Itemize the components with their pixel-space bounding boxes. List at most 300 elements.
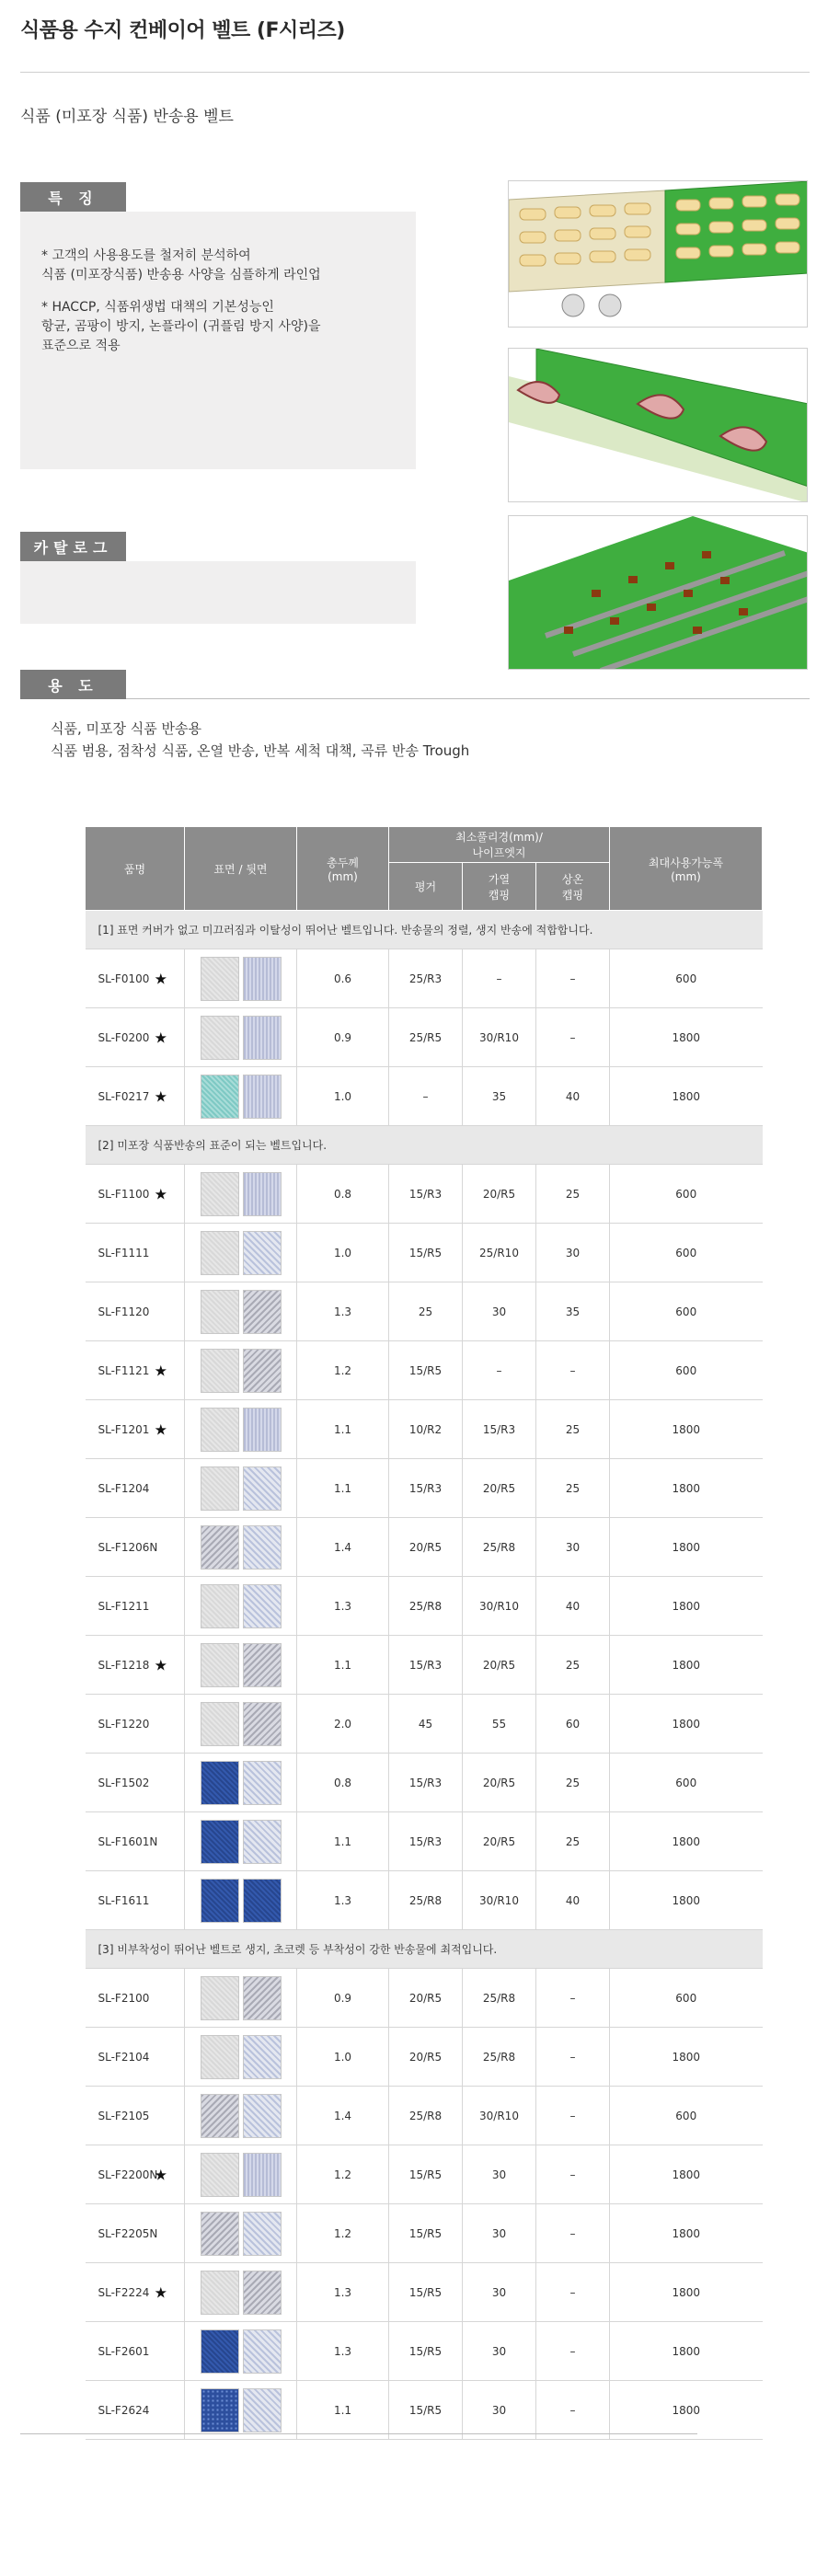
product-name-cell: [86, 2381, 185, 2440]
ambient-cell: 40: [536, 1577, 610, 1636]
flat-cell: 15/R5: [389, 2145, 463, 2204]
surface-cell: [185, 1871, 297, 1930]
star-icon: ★: [154, 970, 167, 987]
flat-cell: 10/R2: [389, 1400, 463, 1459]
table-row: [86, 1636, 763, 1695]
thickness-cell: 1.2: [297, 2145, 389, 2204]
max-width-cell: 1800: [610, 1695, 763, 1754]
back-swatch[interactable]: [243, 1584, 282, 1628]
table-row: [86, 1754, 763, 1812]
surface-cell: [185, 2028, 297, 2087]
product-name: SL-F1201: [98, 1422, 150, 1436]
product-name-cell: [86, 1008, 185, 1067]
thickness-cell: 1.1: [297, 1812, 389, 1871]
ambient-cell: 40: [536, 1871, 610, 1930]
back-swatch[interactable]: [243, 1408, 282, 1452]
group-row: [86, 1126, 763, 1165]
thickness-cell: 0.8: [297, 1754, 389, 1812]
flat-cell: 25/R8: [389, 1871, 463, 1930]
conveyor-rack-illustration: [508, 515, 808, 670]
star-icon: ★: [154, 1087, 167, 1105]
heated-cell: 30/R10: [463, 1008, 536, 1067]
max-width-cell: 600: [610, 1165, 763, 1224]
table-row: [86, 1341, 763, 1400]
surface-swatch[interactable]: [201, 1525, 239, 1570]
flat-cell: 20/R5: [389, 2028, 463, 2087]
product-name-cell: [86, 1754, 185, 1812]
flat-cell: 15/R5: [389, 2322, 463, 2381]
header-thickness: 총두께 (mm): [297, 827, 389, 911]
ambient-cell: 30: [536, 1224, 610, 1282]
surface-cell: [185, 1518, 297, 1577]
flat-cell: 15/R3: [389, 1459, 463, 1518]
heated-cell: 20/R5: [463, 1636, 536, 1695]
back-swatch[interactable]: [243, 2329, 282, 2374]
product-name-cell: [86, 1969, 185, 2028]
surface-swatch[interactable]: [201, 957, 239, 1001]
surface-cell: [185, 2087, 297, 2145]
table-row: [86, 1224, 763, 1282]
ambient-cell: –: [536, 949, 610, 1008]
product-name-cell: [86, 1165, 185, 1224]
product-name-cell: [86, 1400, 185, 1459]
product-name: SL-F0217: [98, 1089, 150, 1103]
product-name-cell: [86, 1224, 185, 1282]
table-row: [86, 1812, 763, 1871]
ambient-cell: 60: [536, 1695, 610, 1754]
surface-swatch[interactable]: [201, 1879, 239, 1923]
table-row: [86, 1165, 763, 1224]
product-name: SL-F1220: [98, 1717, 150, 1731]
product-name-cell: [86, 1341, 185, 1400]
heated-cell: 25/R10: [463, 1224, 536, 1282]
back-swatch[interactable]: [243, 1820, 282, 1864]
flat-cell: 15/R5: [389, 1341, 463, 1400]
thickness-cell: 1.2: [297, 1341, 389, 1400]
product-name: SL-F2205N: [98, 2226, 158, 2240]
back-swatch[interactable]: [243, 1231, 282, 1275]
ambient-cell: –: [536, 2028, 610, 2087]
ambient-cell: –: [536, 2381, 610, 2440]
flat-cell: 15/R3: [389, 1636, 463, 1695]
catalog-panel[interactable]: [20, 561, 416, 624]
surface-cell: [185, 1969, 297, 2028]
product-name-cell: [86, 2145, 185, 2204]
product-name: SL-F1121: [98, 1363, 150, 1377]
surface-cell: [185, 1224, 297, 1282]
flat-cell: 25/R8: [389, 1577, 463, 1636]
surface-swatch[interactable]: [201, 2329, 239, 2374]
surface-swatch[interactable]: [201, 1761, 239, 1805]
max-width-cell: 1800: [610, 2381, 763, 2440]
flat-cell: 15/R3: [389, 1812, 463, 1871]
header-surface: 표면 / 뒷면: [185, 827, 297, 911]
surface-swatch[interactable]: [201, 1702, 239, 1746]
surface-swatch[interactable]: [201, 1820, 239, 1864]
product-name: SL-F2100: [98, 1991, 150, 2005]
heated-cell: –: [463, 949, 536, 1008]
thickness-cell: 1.1: [297, 1459, 389, 1518]
surface-cell: [185, 2204, 297, 2263]
surface-swatch[interactable]: [201, 1290, 239, 1334]
product-name-cell: [86, 1282, 185, 1341]
max-width-cell: 1800: [610, 1459, 763, 1518]
surface-cell: [185, 1577, 297, 1636]
heated-cell: 20/R5: [463, 1459, 536, 1518]
heated-cell: 30: [463, 2204, 536, 2263]
ambient-cell: –: [536, 2087, 610, 2145]
star-icon: ★: [154, 1656, 167, 1673]
heated-cell: 20/R5: [463, 1165, 536, 1224]
max-width-cell: 600: [610, 1282, 763, 1341]
product-name: SL-F1120: [98, 1305, 150, 1318]
features-list: [41, 247, 409, 369]
surface-cell: [185, 1282, 297, 1341]
star-icon: ★: [154, 1362, 167, 1379]
surface-swatch[interactable]: [201, 1408, 239, 1452]
product-name: SL-F1502: [98, 1776, 150, 1789]
surface-cell: [185, 1636, 297, 1695]
feature-item: * 고객의 사용용도를 철저히 분석하여 식품 (미포장식품) 반송용 사양을 심플하게 라인업: [41, 248, 321, 282]
heated-cell: 30: [463, 2381, 536, 2440]
heated-cell: 20/R5: [463, 1754, 536, 1812]
table-row: [86, 949, 763, 1008]
ambient-cell: 35: [536, 1282, 610, 1341]
product-name-cell: [86, 2028, 185, 2087]
ambient-cell: –: [536, 2263, 610, 2322]
surface-swatch[interactable]: [201, 1231, 239, 1275]
max-width-cell: 600: [610, 2087, 763, 2145]
back-swatch[interactable]: [243, 2153, 282, 2197]
table-row: [86, 1518, 763, 1577]
thickness-cell: 2.0: [297, 1695, 389, 1754]
group-title: [1] 표면 커버가 없고 미끄러짐과 이탈성이 뛰어난 벨트입니다. 반송물의 정렬, 생지 반송에 적합합니다.: [86, 911, 763, 949]
star-icon: ★: [154, 1185, 167, 1202]
surface-cell: [185, 1754, 297, 1812]
max-width-cell: 1800: [610, 2145, 763, 2204]
back-swatch[interactable]: [243, 2271, 282, 2315]
thickness-cell: 1.0: [297, 1224, 389, 1282]
heated-cell: 30/R10: [463, 1871, 536, 1930]
ambient-cell: –: [536, 2204, 610, 2263]
max-width-cell: 1800: [610, 1067, 763, 1126]
back-swatch[interactable]: [243, 1172, 282, 1216]
surface-swatch[interactable]: [201, 2035, 239, 2079]
usage-line: 식품, 미포장 식품 반송용: [51, 720, 201, 737]
back-swatch[interactable]: [243, 1879, 282, 1923]
heated-cell: –: [463, 1341, 536, 1400]
back-swatch[interactable]: [243, 1976, 282, 2020]
thickness-cell: 1.3: [297, 1871, 389, 1930]
table-row: [86, 1459, 763, 1518]
header-ambient: 상온 캡핑: [536, 863, 610, 911]
thickness-cell: 1.3: [297, 1577, 389, 1636]
catalog-heading: 카탈로그: [20, 532, 126, 561]
max-width-cell: 1800: [610, 1008, 763, 1067]
flat-cell: 25/R3: [389, 949, 463, 1008]
ambient-cell: –: [536, 2145, 610, 2204]
thickness-cell: 0.6: [297, 949, 389, 1008]
thickness-cell: 1.1: [297, 1636, 389, 1695]
surface-swatch[interactable]: [201, 1075, 239, 1119]
surface-swatch[interactable]: [201, 1349, 239, 1393]
back-swatch[interactable]: [243, 1466, 282, 1511]
table-row: [86, 1008, 763, 1067]
max-width-cell: 1800: [610, 1812, 763, 1871]
ambient-cell: 25: [536, 1165, 610, 1224]
flat-cell: 25/R5: [389, 1008, 463, 1067]
product-name: SL-F1211: [98, 1599, 150, 1613]
table-row: [86, 1969, 763, 2028]
table-row: [86, 1282, 763, 1341]
back-swatch[interactable]: [243, 1702, 282, 1746]
table-row: [86, 2204, 763, 2263]
header-heated: 가열 캡핑: [463, 863, 536, 911]
usage-heading: 용 도: [20, 670, 126, 699]
product-name-cell: [86, 1812, 185, 1871]
ambient-cell: 25: [536, 1400, 610, 1459]
flat-cell: 20/R5: [389, 1518, 463, 1577]
star-icon: ★: [154, 1029, 167, 1046]
flat-cell: 20/R5: [389, 1969, 463, 2028]
product-name-cell: [86, 1459, 185, 1518]
max-width-cell: 600: [610, 1754, 763, 1812]
heated-cell: 35: [463, 1067, 536, 1126]
surface-swatch[interactable]: [201, 2094, 239, 2138]
surface-swatch[interactable]: [201, 2271, 239, 2315]
product-name: SL-F2601: [98, 2344, 150, 2358]
ambient-cell: 30: [536, 1518, 610, 1577]
heated-cell: 55: [463, 1695, 536, 1754]
surface-cell: [185, 1459, 297, 1518]
back-swatch[interactable]: [243, 1349, 282, 1393]
flat-cell: 15/R3: [389, 1754, 463, 1812]
feature-item: * HACCP, 식품위생법 대책의 기본성능인 항균, 곰팡이 방지, 논플라이 (귀플림 방지 사양)을 표준으로 적용: [41, 300, 321, 353]
product-name-cell: [86, 2087, 185, 2145]
surface-swatch[interactable]: [201, 2153, 239, 2197]
surface-cell: [185, 2381, 297, 2440]
thickness-cell: 1.0: [297, 2028, 389, 2087]
table-row: [86, 1871, 763, 1930]
conveyor-bread-illustration: [508, 180, 808, 328]
back-swatch[interactable]: [243, 1075, 282, 1119]
ambient-cell: 25: [536, 1812, 610, 1871]
spec-table-body: [86, 911, 763, 2440]
heated-cell: 20/R5: [463, 1812, 536, 1871]
group-row: [86, 911, 763, 949]
heated-cell: 25/R8: [463, 1969, 536, 2028]
heated-cell: 15/R3: [463, 1400, 536, 1459]
flat-cell: –: [389, 1067, 463, 1126]
product-name: SL-F1206N: [98, 1540, 158, 1554]
product-name-cell: [86, 2204, 185, 2263]
heated-cell: 30: [463, 2322, 536, 2381]
heated-cell: 30/R10: [463, 2087, 536, 2145]
back-swatch[interactable]: [243, 2035, 282, 2079]
group-title: [2] 미포장 식품반송의 표준이 되는 벨트입니다.: [86, 1126, 763, 1165]
surface-cell: [185, 1812, 297, 1871]
product-name-cell: [86, 1067, 185, 1126]
features-heading: 특 징: [20, 182, 126, 212]
spec-table: [85, 826, 763, 2440]
table-row: [86, 1400, 763, 1459]
thickness-cell: 1.1: [297, 2381, 389, 2440]
product-name-cell: [86, 1695, 185, 1754]
surface-cell: [185, 1400, 297, 1459]
header-name: 품명: [86, 827, 185, 911]
product-name-cell: [86, 2263, 185, 2322]
surface-cell: [185, 949, 297, 1008]
max-width-cell: 1800: [610, 2263, 763, 2322]
ambient-cell: –: [536, 2322, 610, 2381]
surface-swatch[interactable]: [201, 2212, 239, 2256]
back-swatch[interactable]: [243, 1016, 282, 1060]
max-width-cell: 1800: [610, 2322, 763, 2381]
back-swatch[interactable]: [243, 2094, 282, 2138]
conveyor-meat-illustration: [508, 348, 808, 502]
heated-cell: 30: [463, 1282, 536, 1341]
product-name: SL-F0100: [98, 972, 150, 985]
product-name-cell: [86, 949, 185, 1008]
max-width-cell: 600: [610, 1224, 763, 1282]
table-row: [86, 2028, 763, 2087]
ambient-cell: 40: [536, 1067, 610, 1126]
heated-cell: 30/R10: [463, 1577, 536, 1636]
thickness-cell: 1.4: [297, 2087, 389, 2145]
surface-swatch[interactable]: [201, 1976, 239, 2020]
thickness-cell: 0.9: [297, 1969, 389, 2028]
heated-cell: 30: [463, 2263, 536, 2322]
surface-swatch[interactable]: [201, 1643, 239, 1687]
surface-cell: [185, 2145, 297, 2204]
surface-cell: [185, 1341, 297, 1400]
product-name: SL-F2105: [98, 2109, 150, 2122]
product-name-cell: [86, 1636, 185, 1695]
star-icon: ★: [154, 2283, 167, 2301]
flat-cell: 15/R3: [389, 1165, 463, 1224]
back-swatch[interactable]: [243, 2212, 282, 2256]
page-subtitle: 식품 (미포장 식품) 반송용 벨트: [20, 108, 234, 126]
surface-cell: [185, 2322, 297, 2381]
product-name: SL-F1218: [98, 1658, 150, 1672]
product-name-cell: [86, 1518, 185, 1577]
header-max-width: 최대사용가능폭 (mm): [610, 827, 763, 911]
bottom-divider: [20, 2433, 697, 2434]
table-row: [86, 2322, 763, 2381]
usage-list: [51, 718, 469, 762]
table-row: [86, 2087, 763, 2145]
thickness-cell: 0.8: [297, 1165, 389, 1224]
surface-cell: [185, 1067, 297, 1126]
back-swatch[interactable]: [243, 1525, 282, 1570]
max-width-cell: 1800: [610, 1871, 763, 1930]
usage-line: 식품 범용, 점착성 식품, 온열 반송, 반복 세척 대책, 곡류 반송 Trough: [51, 742, 470, 759]
product-name: SL-F1611: [98, 1893, 150, 1907]
page-title: 식품용 수지 컨베이어 벨트 (F시리즈): [20, 19, 345, 42]
product-name-cell: [86, 2322, 185, 2381]
surface-swatch[interactable]: [201, 1584, 239, 1628]
product-name-cell: [86, 1577, 185, 1636]
product-name: SL-F2624: [98, 2403, 150, 2417]
product-name: SL-F2224: [98, 2285, 150, 2299]
back-swatch[interactable]: [243, 1761, 282, 1805]
product-name: SL-F1100: [98, 1187, 150, 1201]
header-min-pulley: 최소풀리경(mm)/ 나이프엣지: [389, 827, 610, 863]
surface-cell: [185, 1695, 297, 1754]
product-name: SL-F0200: [98, 1030, 150, 1044]
product-name: SL-F1601N: [98, 1834, 158, 1848]
table-row: [86, 1577, 763, 1636]
thickness-cell: 0.9: [297, 1008, 389, 1067]
max-width-cell: 1800: [610, 2028, 763, 2087]
table-row: [86, 1067, 763, 1126]
star-icon: ★: [154, 1420, 167, 1438]
max-width-cell: 1800: [610, 1400, 763, 1459]
thickness-cell: 1.3: [297, 2263, 389, 2322]
flat-cell: 15/R5: [389, 2263, 463, 2322]
thickness-cell: 1.3: [297, 1282, 389, 1341]
ambient-cell: –: [536, 1341, 610, 1400]
flat-cell: 45: [389, 1695, 463, 1754]
product-name: SL-F1111: [98, 1246, 150, 1259]
product-name: SL-F2104: [98, 2050, 150, 2064]
surface-cell: [185, 1008, 297, 1067]
surface-cell: [185, 2263, 297, 2322]
table-row: [86, 1695, 763, 1754]
ambient-cell: –: [536, 1969, 610, 2028]
ambient-cell: 25: [536, 1754, 610, 1812]
heated-cell: 25/R8: [463, 2028, 536, 2087]
ambient-cell: 25: [536, 1459, 610, 1518]
ambient-cell: –: [536, 1008, 610, 1067]
surface-swatch[interactable]: [201, 1172, 239, 1216]
table-row: [86, 2145, 763, 2204]
surface-swatch[interactable]: [201, 2388, 239, 2432]
header-flat: 평거: [389, 863, 463, 911]
thickness-cell: 1.1: [297, 1400, 389, 1459]
max-width-cell: 600: [610, 949, 763, 1008]
thickness-cell: 1.0: [297, 1067, 389, 1126]
product-name: SL-F2200N: [98, 2168, 158, 2181]
product-name-cell: [86, 1871, 185, 1930]
table-row: [86, 2381, 763, 2440]
ambient-cell: 25: [536, 1636, 610, 1695]
back-swatch[interactable]: [243, 1290, 282, 1334]
group-title: [3] 비부착성이 뛰어난 벨트로 생지, 초코렛 등 부착성이 강한 반송물에 최적입니다.: [86, 1930, 763, 1969]
flat-cell: 15/R5: [389, 2381, 463, 2440]
flat-cell: 25: [389, 1282, 463, 1341]
flat-cell: 25/R8: [389, 2087, 463, 2145]
thickness-cell: 1.3: [297, 2322, 389, 2381]
back-swatch[interactable]: [243, 957, 282, 1001]
surface-swatch[interactable]: [201, 1466, 239, 1511]
surface-swatch[interactable]: [201, 1016, 239, 1060]
heated-cell: 25/R8: [463, 1518, 536, 1577]
thickness-cell: 1.2: [297, 2204, 389, 2263]
back-swatch[interactable]: [243, 1643, 282, 1687]
table-row: [86, 2263, 763, 2322]
thickness-cell: 1.4: [297, 1518, 389, 1577]
back-swatch[interactable]: [243, 2388, 282, 2432]
surface-cell: [185, 1165, 297, 1224]
title-divider: [20, 72, 810, 73]
max-width-cell: 1800: [610, 1636, 763, 1695]
max-width-cell: 1800: [610, 1518, 763, 1577]
group-row: [86, 1930, 763, 1969]
star-icon: ★: [154, 2166, 167, 2183]
max-width-cell: 600: [610, 1341, 763, 1400]
flat-cell: 15/R5: [389, 1224, 463, 1282]
